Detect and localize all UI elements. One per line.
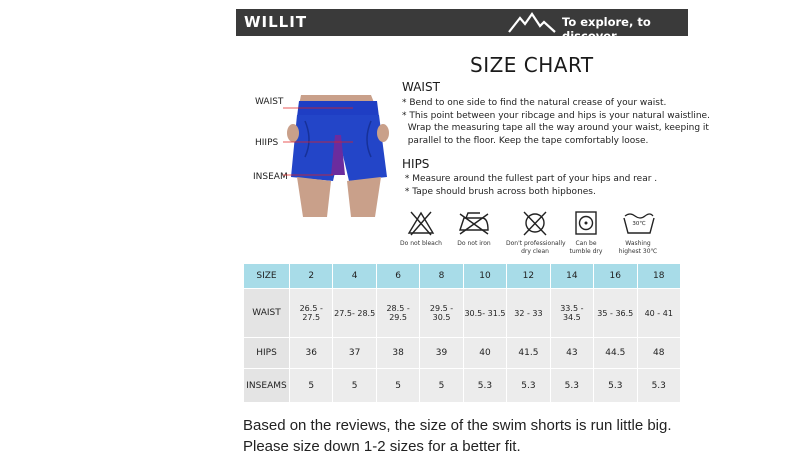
wash-30-icon	[622, 210, 656, 236]
table-cell: 38	[376, 338, 419, 369]
wash-temperature: 30℃	[632, 221, 646, 227]
table-cell: 32 - 33	[507, 289, 550, 338]
care-label-tumble-dry: Can be tumble dry	[569, 240, 603, 255]
table-cell: 40	[463, 338, 506, 369]
no-dry-clean-icon	[521, 210, 549, 236]
waist-heading: WAIST	[402, 80, 440, 94]
hips-heading: HIPS	[402, 157, 430, 171]
table-header-cell: 10	[463, 264, 506, 289]
table-cell: HIPS	[244, 338, 290, 369]
no-iron-icon	[456, 210, 492, 236]
table-cell: 39	[420, 338, 463, 369]
shorts-illustration	[283, 95, 393, 220]
size-table	[243, 263, 681, 403]
care-label-no-bleach: Do not bleach	[400, 240, 442, 247]
table-cell: 5.3	[550, 369, 593, 403]
table-header-cell: 14	[550, 264, 593, 289]
care-label-no-dry-clean: Don't professionally dry clean	[506, 240, 566, 255]
table-header-cell: 2	[290, 264, 333, 289]
care-label-wash-30: Washing highest 30℃	[618, 240, 658, 255]
table-cell: 27.5- 28.5	[333, 289, 376, 338]
table-header-cell: 6	[376, 264, 419, 289]
table-header-cell: 18	[637, 264, 681, 289]
table-header-cell: 12	[507, 264, 550, 289]
table-header-cell: SIZE	[244, 264, 290, 289]
table-cell: INSEAMS	[244, 369, 290, 403]
brand-logo: WILLIT	[244, 13, 308, 31]
diagram-hips-label: HIIPS	[255, 138, 279, 148]
table-cell: 44.5	[594, 338, 637, 369]
tumble-dry-icon	[574, 210, 598, 236]
hips-instructions: * Measure around the fullest part of your hips and rear . * Tape should brush across both hipbones.	[404, 174, 658, 197]
table-cell: 36	[290, 338, 333, 369]
diagram-inseam-label: INSEAM	[253, 172, 288, 182]
table-cell: 28.5 - 29.5	[376, 289, 419, 338]
table-cell: 37	[333, 338, 376, 369]
brand-tagline: To explore, to discover	[562, 15, 651, 43]
table-cell: 5	[376, 369, 419, 403]
table-cell: 5	[290, 369, 333, 403]
table-row	[244, 338, 681, 369]
table-cell: 5	[420, 369, 463, 403]
table-header-cell: 4	[333, 264, 376, 289]
table-cell: 33.5 - 34.5	[550, 289, 593, 338]
table-cell: WAIST	[244, 289, 290, 338]
table-cell: 5.3	[507, 369, 550, 403]
table-cell: 5.3	[463, 369, 506, 403]
table-cell: 40 - 41	[637, 289, 681, 338]
brand-banner	[236, 9, 688, 43]
waist-instructions: * Bend to one side to find the natural crease of your waist. * This point between your ribcage and hips is your natural waistline. Wrap the measuring tape all the way around your waist, keeping it parallel to the floor. Keep the tape comfortably loose.	[402, 98, 710, 146]
table-cell: 30.5- 31.5	[463, 289, 506, 338]
table-row	[244, 289, 681, 338]
table-cell: 5.3	[594, 369, 637, 403]
table-header-row	[244, 264, 681, 289]
table-cell: 5	[333, 369, 376, 403]
no-bleach-icon	[407, 210, 435, 236]
page-title: SIZE CHART	[470, 53, 594, 77]
mountain-logo-icon	[508, 12, 556, 34]
sizing-note: Based on the reviews, the size of the swim shorts is run little big. Please size down 1-2 sizes for a better fit.	[243, 417, 672, 455]
table-cell: 35 - 36.5	[594, 289, 637, 338]
table-header-cell: 8	[420, 264, 463, 289]
table-cell: 29.5 - 30.5	[420, 289, 463, 338]
table-row	[244, 369, 681, 403]
table-cell: 48	[637, 338, 681, 369]
table-cell: 43	[550, 338, 593, 369]
diagram-waist-label: WAIST	[255, 97, 284, 107]
table-cell: 26.5 - 27.5	[290, 289, 333, 338]
table-header-cell: 16	[594, 264, 637, 289]
table-cell: 41.5	[507, 338, 550, 369]
table-cell: 5.3	[637, 369, 681, 403]
care-label-no-iron: Do not iron	[457, 240, 491, 247]
